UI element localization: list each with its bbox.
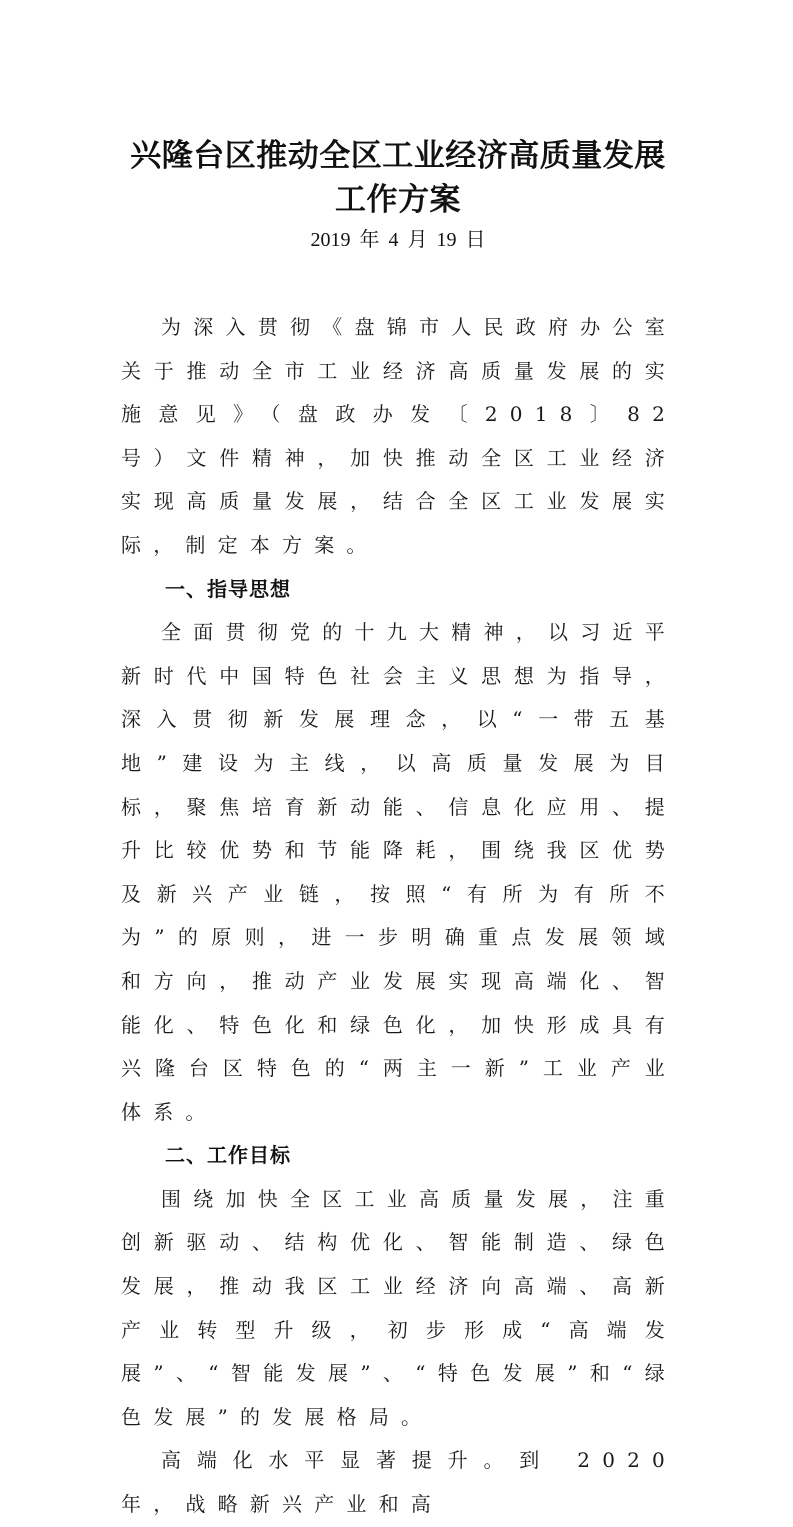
document-title: 兴隆台区推动全区工业经济高质量发展工作方案 xyxy=(130,138,666,218)
section-paragraph: 高端化水平显著提升。到 2020 年，战略新兴产业和高 xyxy=(121,1448,677,1517)
section-paragraph: 围绕加快全区工业高质量发展，注重创新驱动、结构优化、智能制造、绿色发展，推动我区工业经济向高端、高新产业转型升级，初步形成“高端发展”、“智能发展”、“特色发展”和“绿色发展”的发展格局。 xyxy=(121,1186,677,1429)
section-heading-work-goals: 二、工作目标 xyxy=(165,1143,291,1168)
section-paragraph: 全面贯彻党的十九大精神，以习近平新时代中国特色社会主义思想为指导，深入贯彻新发展理念，以“一带五基地”建设为主线，以高质量发展为目标，聚焦培育新动能、信息化应用、提升比较优势和节能降耗，围绕我区优势及新兴产业链，按照“有所为有所不为”的原则，进一步明确重点发展领域和方向，推动产业发展实现高端化、智能化、特色化和绿色化，加快形成具有兴隆台区特色的“两主一新”工业产业体系。 xyxy=(121,620,677,1124)
intro-paragraph: 为深入贯彻《盘锦市人民政府办公室关于推动全市工业经济高质量发展的实施意见》（盘政办发〔2018〕82 号）文件精神，加快推动全区工业经济实现高质量发展，结合全区工业发展实际，制定本方案。 xyxy=(121,315,677,557)
document-date: 2019 年 4 月 19 日 xyxy=(310,229,486,251)
section-heading-guiding-ideology: 一、指导思想 xyxy=(165,576,291,601)
document-body xyxy=(121,306,677,1527)
